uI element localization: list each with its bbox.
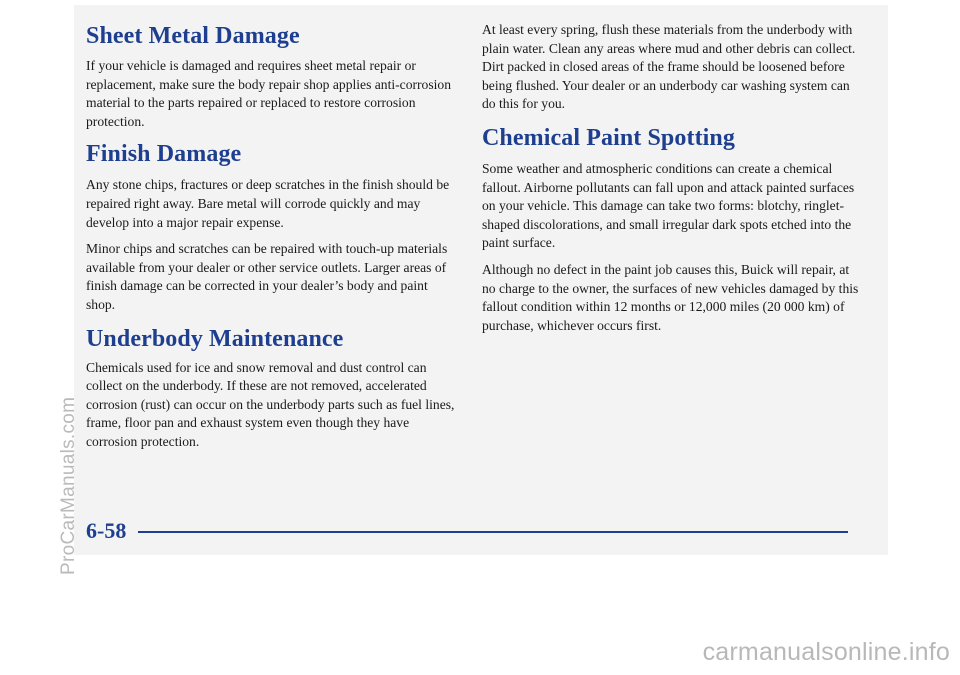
page-number: 6-58 [86,518,127,543]
footer-rule [138,531,848,533]
site-watermark: carmanualsonline.info [702,638,950,666]
paragraph-sheet-metal: If your vehicle is damaged and requires sheet metal repair or replacement, make sure the body repair shop applies anti-corrosion material to the parts repaired or replaced to restore corrosion protection. [86,58,452,129]
heading-underbody-maintenance: Underbody Maintenance [86,325,344,352]
manual-page [74,5,888,555]
paragraph-underbody: Chemicals used for ice and snow removal and dust control can collect on the underbody. If these are not removed, accelerated corrosion (rust) can occur on the underbody parts such as fuel lines, frame, floor pan and exhaust system even though they have corrosion protection. [86,359,455,449]
left-column [86,5,456,452]
right-column [482,5,862,335]
paragraph-chemical-1: Some weather and atmospheric conditions can create a chemical fallout. Airborne pollutants can fall upon and attack painted surfaces on your vehicle. This damage can take two forms: blotchy, ringlet-shaped discolorations, and small irregular dark spots etched into the paint surface. [482,160,855,251]
heading-chemical-paint-spotting: Chemical Paint Spotting [482,124,735,151]
paragraph-chemical-2: Although no defect in the paint job causes this, Buick will repair, at no charge to the owner, the surfaces of new vehicles damaged by this fallout condition within 12 months or 12,000 miles (20 000 km) of purchase, whichever occurs first. [482,261,859,333]
paragraph-finish-2: Minor chips and scratches can be repaired with touch-up materials available from your dealer or other service outlets. Larger areas of finish damage can be corrected in your dealer’s body and paint shop. [86,241,448,312]
vertical-watermark: ProCarManuals.com [58,396,79,575]
paragraph-finish-1: Any stone chips, fractures or deep scratches in the finish should be repaired right away. Bare metal will corrode quickly and may develop into a major repair expense. [86,177,450,230]
page-footer [86,517,848,547]
paragraph-underbody-continued: At least every spring, flush these materials from the underbody with plain water. Clean any areas where mud and other debris can collect. Dirt packed in closed areas of the frame should be loosened before being flushed. Your dealer or an underbody car washing system can do this for you. [482,22,856,112]
heading-finish-damage: Finish Damage [86,141,242,168]
heading-sheet-metal-damage: Sheet Metal Damage [86,23,300,49]
